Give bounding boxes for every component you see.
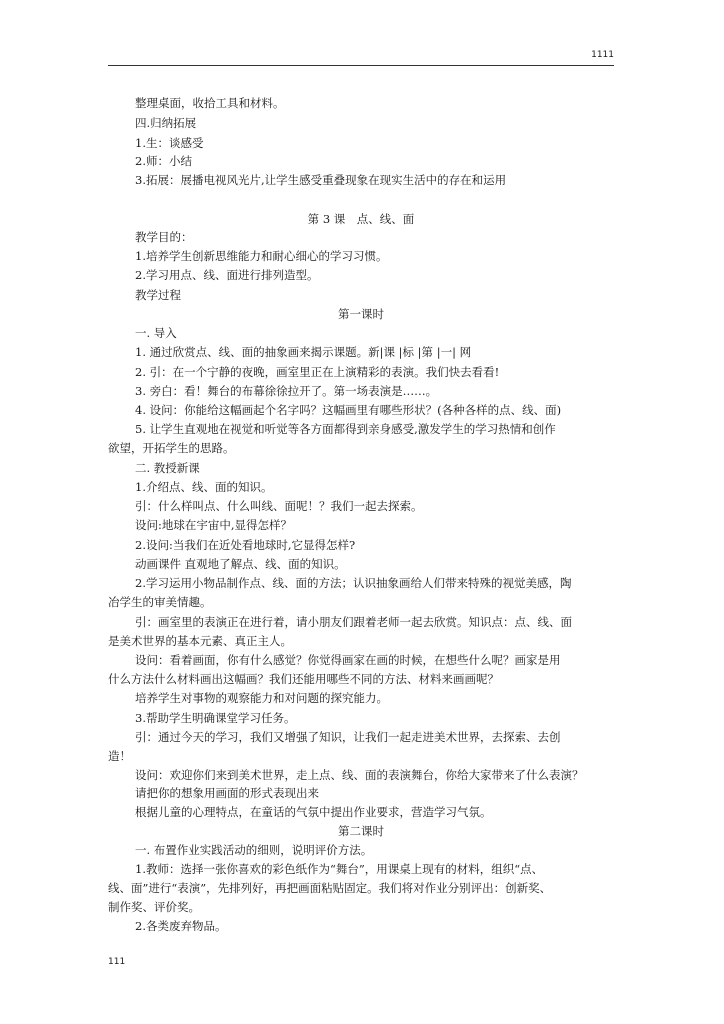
text-line: 什么方法什么材料画出这幅画？我们还能用哪些不同的方法、材料来画画呢？: [108, 672, 499, 686]
header-page-number: 1111: [591, 50, 614, 60]
text-line: 根据儿童的心理特点，在童话的气氛中提出作业要求，营造学习气氛。: [135, 805, 492, 819]
text-line: 3.拓展：展播电视风光片,让学生感受重叠现象在现实生活中的存在和运用: [135, 173, 507, 187]
section-title: 第一课时: [338, 307, 384, 321]
text-line: 1.教师：选择一张你喜欢的彩色纸作为“舞台”，用课桌上现有的材料，组织“点、: [135, 862, 544, 876]
text-line: 2.学习用点、线、面进行排列造型。: [135, 268, 319, 282]
text-line: 2.学习运用小物品制作点、线、面的方法；认识抽象画给人们带来特殊的视觉美感，陶: [135, 576, 572, 590]
text-line: 培养学生对事物的观察能力和对问题的探究能力。: [135, 691, 388, 705]
text-line: 引：什么样叫点、什么叫线、面呢！？我们一起去探索。: [135, 499, 423, 513]
text-line: 线、面”进行“表演”，先排列好，再把画面粘贴固定。我们将对作业分别评出：创新奖、: [108, 881, 552, 895]
text-line: 一. 布置作业实践活动的细则，说明评价方法。: [135, 843, 373, 857]
text-line: 请把你的想象用画面的形式表现出来: [135, 786, 319, 800]
text-line: 设问：欢迎你们来到美术世界，走上点、线、面的表演舞台，你给大家带来了什么表演？: [135, 768, 584, 782]
text-line: 3. 旁白：看！舞台的布幕徐徐拉开了。第一场表演是……。: [135, 384, 438, 398]
text-line: 教学过程: [135, 288, 181, 302]
text-line: 4. 设问：你能给这幅画起个名字吗？这幅画里有哪些形状？(各种各样的点、线、面): [135, 403, 562, 417]
text-line: 设问：看着画面，你有什么感觉？你觉得画家在画的时候，在想些什么呢？画家是用: [135, 653, 561, 667]
text-line: 3.帮助学生明确课堂学习任务。: [135, 711, 296, 725]
page-header: [108, 48, 614, 66]
text-line: 2. 引：在一个宁静的夜晚，画室里正在上演精彩的表演。我们快去看看!: [135, 365, 500, 379]
text-line: 1.培养学生创新思维能力和耐心细心的学习习惯。: [135, 249, 388, 263]
text-line: 整理桌面，收拾工具和材料。: [135, 96, 285, 110]
footer-page-number: 111: [108, 957, 126, 967]
text-line: 1. 通过欣赏点、线、面的抽象画来揭示课题。新|课 |标 |第 |一| 网: [135, 345, 472, 359]
text-line: 2.各类废弃物品。: [135, 919, 227, 933]
text-line: 欲望，开拓学生的思路。: [108, 441, 235, 455]
text-line: 造！: [108, 749, 131, 763]
text-line: 动画课件 直观地了解点、线、面的知识。: [135, 557, 346, 571]
lesson-title: 第 3 课 点、线、面: [307, 212, 415, 226]
text-line: 2.设问:当我们在近处看地球时,它显得怎样?: [135, 538, 356, 552]
section-title: 第二课时: [338, 824, 384, 838]
text-line: 一. 导入: [135, 326, 177, 340]
text-line: 四.归纳拓展: [135, 116, 197, 130]
text-line: 引：画室里的表演正在进行着，请小朋友们跟着老师一起去欣赏。知识点：点、线、面: [135, 615, 572, 629]
text-line: 冶学生的审美情趣。: [108, 595, 212, 609]
text-line: 2.师：小结: [135, 154, 192, 168]
text-line: 二. 教授新课: [135, 461, 200, 475]
text-line: 1.生：谈感受: [135, 136, 204, 150]
text-line: 设问:地球在宇宙中,显得怎样？: [135, 518, 293, 532]
text-line: 引：通过今天的学习，我们又增强了知识，让我们一起走进美术世界，去探索、去创: [135, 730, 561, 744]
text-line: 教学目的：: [135, 230, 193, 244]
text-line: 1.介绍点、线、面的知识。: [135, 480, 273, 494]
text-line: 是美术世界的基本元素、真正主人。: [108, 634, 292, 648]
text-line: 5. 让学生直观地在视觉和听觉等各方面都得到亲身感受,激发学生的学习热情和创作: [135, 422, 556, 436]
text-line: 制作奖、评价奖。: [108, 900, 200, 914]
